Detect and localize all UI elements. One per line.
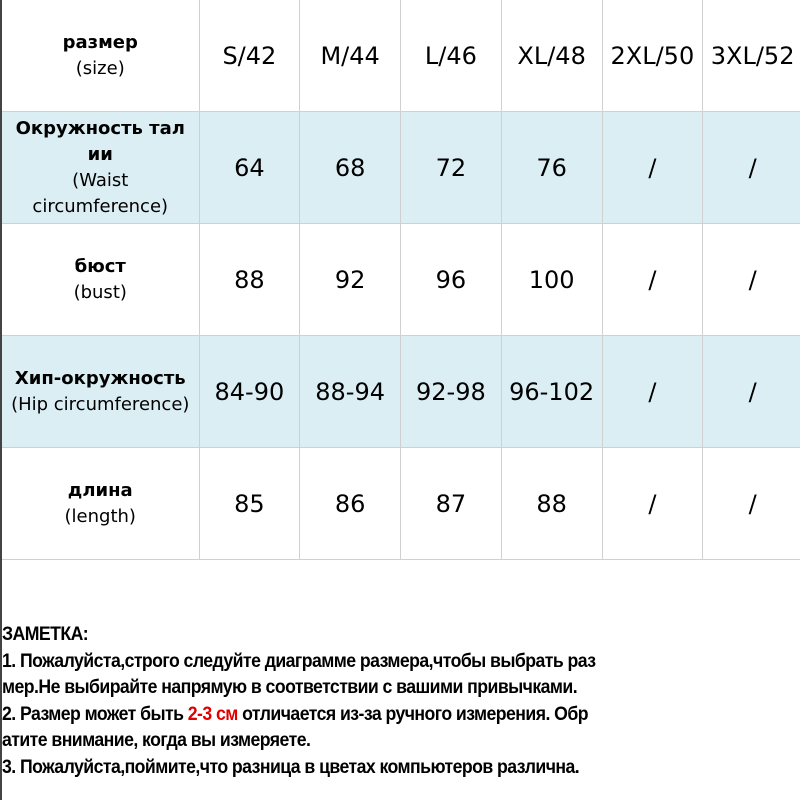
header-row (2, 0, 800, 112)
row-label-cell (2, 112, 200, 224)
row-label-ru: Хип-окружность (14, 367, 186, 389)
note-1a: 1. Пожалуйста,строго следуйте диаграмме размера,чтобы выбрать раз (2, 650, 596, 672)
note-2b: атите внимание, когда вы измеряете. (2, 730, 311, 751)
table-cell: 88 (200, 224, 301, 336)
table-cell: / (703, 448, 800, 560)
note-2-pre: 2. Размер может быть (2, 703, 188, 725)
row-label-ru: Окружность тал ии (15, 117, 185, 165)
size-label-en: (size) (75, 57, 125, 79)
table-cell: 84-90 (200, 336, 301, 448)
row-label-cell (2, 448, 200, 560)
notes-block (2, 622, 744, 781)
size-label-ru: размер (62, 31, 138, 53)
table-cell: / (603, 448, 704, 560)
bust-row (2, 224, 800, 336)
table-cell: 100 (502, 224, 603, 336)
table-cell: 96 (401, 224, 502, 336)
size-header: XL/48 (502, 0, 603, 112)
table-cell: / (703, 336, 800, 448)
table-cell: 96-102 (502, 336, 603, 448)
size-header: 2XL/50 (603, 0, 704, 112)
row-label-ru: длина (67, 479, 133, 501)
row-label-en: (Waist circumference) (32, 169, 169, 217)
waist-row (2, 112, 800, 224)
size-header: L/46 (401, 0, 502, 112)
note-1b: мер.Не выбирайте напрямую в соответствии с вашими привычками. (2, 677, 578, 698)
table-cell: 72 (401, 112, 502, 224)
table-cell: 92 (300, 224, 401, 336)
row-label-ru: бюст (74, 255, 126, 277)
size-header: 3XL/52 (703, 0, 800, 112)
table-cell: / (703, 112, 800, 224)
table-cell: 92-98 (401, 336, 502, 448)
table-cell: 87 (401, 448, 502, 560)
note-2-post: отличается из-за ручного измерения. Обр (237, 703, 588, 725)
size-header: M/44 (300, 0, 401, 112)
note-2 (2, 702, 744, 729)
row-label-cell (2, 336, 200, 448)
table-cell: / (603, 224, 704, 336)
header-label-cell (2, 0, 200, 112)
row-label-cell (2, 224, 200, 336)
row-label-en: (bust) (73, 281, 127, 303)
table-cell: / (603, 112, 704, 224)
row-label-en: (length) (64, 505, 136, 527)
table-cell: / (603, 336, 704, 448)
note-2-highlight: 2-3 см (187, 703, 238, 725)
table-cell: / (703, 224, 800, 336)
table-cell: 88-94 (300, 336, 401, 448)
table-cell: 88 (502, 448, 603, 560)
size-header: S/42 (200, 0, 301, 112)
table-cell: 76 (502, 112, 603, 224)
table-cell: 85 (200, 448, 301, 560)
table-cell: 64 (200, 112, 301, 224)
table-cell: 68 (300, 112, 401, 224)
table-cell: 86 (300, 448, 401, 560)
length-row (2, 448, 800, 560)
notes-title: ЗАМЕТКА: (2, 624, 89, 645)
row-label-en: (Hip circumference) (11, 393, 190, 415)
note-3: 3. Пожалуйста,поймите,что разница в цветах компьютеров различна. (2, 756, 580, 778)
hip-row (2, 336, 800, 448)
